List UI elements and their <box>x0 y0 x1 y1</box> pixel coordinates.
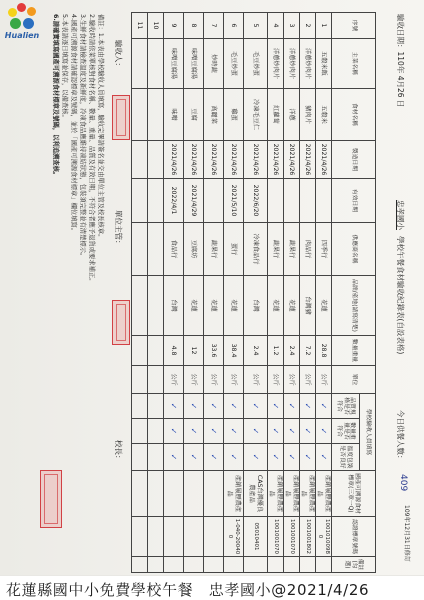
cell-unit: 公斤 <box>204 366 224 394</box>
cell-c1: ✓ <box>284 394 300 419</box>
cell-c1 <box>132 394 148 419</box>
cell-no: 6 <box>224 13 244 39</box>
photo-caption: 花蓮縣國中小免費學校午餐 忠孝國小@2021/4/26 <box>6 581 370 599</box>
cell-item: 豆腐 <box>184 89 204 141</box>
cell-no: 9 <box>164 13 184 39</box>
cell-dish: 洋蔥炒肉片 <box>284 39 300 89</box>
cell-brand: 台灣 <box>164 276 184 336</box>
cell-exp: 2021/4/29 <box>184 179 204 223</box>
table-row <box>300 13 316 573</box>
cell-dish: 洋蔥炒肉片 <box>300 39 316 89</box>
cell-c2: ✓ <box>164 419 184 444</box>
table-body <box>132 13 332 573</box>
table-header <box>332 13 376 573</box>
cell-label: 產銷履歷農產品 <box>300 471 316 517</box>
cell-unit <box>132 366 148 394</box>
cell-exp <box>268 179 284 223</box>
note-line: 6.請確實填寫國產可溯源食材標章及號碼，以利追溯查核。 <box>52 14 59 179</box>
inspection-date: 驗收日期：110年 4月26 日 <box>396 14 405 108</box>
cell-mfg: 2021/4/26 <box>224 141 244 179</box>
cell-brand: 台灣豬 <box>300 276 316 336</box>
cell-unit: 公斤 <box>224 366 244 394</box>
cell-brand: 花蓮 <box>184 276 204 336</box>
cell-no: 7 <box>204 13 224 39</box>
school-name: 忠孝國小 <box>396 200 405 230</box>
cell-remark <box>204 557 224 573</box>
cell-c2: ✓ <box>284 419 300 444</box>
cell-item: 洋蔥 <box>284 89 300 141</box>
cell-item: 味噌 <box>164 89 184 141</box>
header-label-code: 認證標章號碼 <box>332 517 376 557</box>
red-stamp-inspector <box>112 95 130 140</box>
cell-c3 <box>148 444 164 471</box>
cell-vendor: 蔬果行 <box>268 223 284 276</box>
cell-c3: ✓ <box>300 444 316 471</box>
cell-label <box>184 471 204 517</box>
cell-dish: 毛豆炒蛋 <box>244 39 268 89</box>
cell-no: 11 <box>132 13 148 39</box>
cell-c3 <box>132 444 148 471</box>
header-check-temperature: 溫度包裝是否良好 <box>332 444 360 471</box>
cell-brand: 花蓮 <box>204 276 224 336</box>
cell-dish <box>132 39 148 89</box>
cell-c1: ✓ <box>164 394 184 419</box>
cell-c2: ✓ <box>316 419 332 444</box>
cell-item: 豬肉片 <box>300 89 316 141</box>
table-row <box>284 13 300 573</box>
cell-item: 紅蘿蔔 <box>268 89 284 141</box>
logo-shape <box>27 7 36 16</box>
cell-item <box>148 89 164 141</box>
cell-vendor: 冷凍食品行 <box>244 223 268 276</box>
cell-no: 3 <box>284 13 300 39</box>
cell-c1: ✓ <box>268 394 284 419</box>
cell-mfg <box>148 141 164 179</box>
cell-no: 4 <box>268 13 284 39</box>
header-unit: 單位 <box>332 366 376 394</box>
cell-c2: ✓ <box>244 419 268 444</box>
cell-qty: 4.8 <box>164 336 184 366</box>
cell-code <box>184 517 204 557</box>
cell-exp: 2022/6/20 <box>244 179 268 223</box>
cell-qty <box>132 336 148 366</box>
signature-inspector-label: 驗收人： <box>114 40 123 70</box>
table-row <box>316 13 332 573</box>
cell-unit: 公斤 <box>268 366 284 394</box>
cell-exp <box>284 179 300 223</box>
cell-no: 1 <box>316 13 332 39</box>
cell-code: 1-040-200400 <box>224 517 244 557</box>
cell-c1: ✓ <box>300 394 316 419</box>
cell-c2 <box>148 419 164 444</box>
cell-brand: 花蓮 <box>316 276 332 336</box>
cell-c3: ✓ <box>224 444 244 471</box>
cell-vendor: 肉品行 <box>300 223 316 276</box>
cell-label <box>132 471 148 517</box>
cell-mfg: 2021/4/26 <box>284 141 300 179</box>
cell-mfg: 2021/4/26 <box>164 141 184 179</box>
note-line: 3.生鮮食材請檢查溫度及新鮮度，冷凍食品應維持凍結狀態，包裝須完整並有清楚標示。 <box>79 14 86 260</box>
cell-exp: 2022/4/1 <box>164 179 184 223</box>
cell-c3: ✓ <box>268 444 284 471</box>
logo-shape <box>10 18 21 29</box>
inspection-table <box>131 12 376 573</box>
cell-label: 產銷履歷農產品 <box>284 471 300 517</box>
cell-c3: ✓ <box>244 444 268 471</box>
cell-remark <box>184 557 204 573</box>
header-row <box>360 13 376 573</box>
cell-c3: ✓ <box>184 444 204 471</box>
cell-remark <box>148 557 164 573</box>
cell-vendor: 食品行 <box>164 223 184 276</box>
cell-code: 1001001070 <box>284 517 300 557</box>
cell-code <box>132 517 148 557</box>
table-row <box>224 13 244 573</box>
revision-date: 109年12月31日修訂 <box>403 505 410 562</box>
header-no: 序號 <box>332 13 376 39</box>
table-row <box>268 13 284 573</box>
cell-c1: ✓ <box>204 394 224 419</box>
header-inspector-group: 學校驗收人員填寫 <box>360 394 376 471</box>
cell-vendor: 蔬果行 <box>284 223 300 276</box>
cell-no: 2 <box>300 13 316 39</box>
cell-c1: ✓ <box>316 394 332 419</box>
cell-code: 05010401 <box>244 517 268 557</box>
table-row <box>184 13 204 573</box>
cell-no: 10 <box>148 13 164 39</box>
cell-remark <box>244 557 268 573</box>
cell-qty <box>148 336 164 366</box>
cell-c1: ✓ <box>184 394 204 419</box>
cell-exp <box>148 179 164 223</box>
cell-dish: 炒時蔬 <box>204 39 224 89</box>
note-line: 4.國產可溯源食材請確認標章及號碼，並於「國產可溯源食材標章」欄位填寫。 <box>70 14 77 235</box>
cell-dish: 洋蔥炒肉片 <box>268 39 284 89</box>
cell-code: 1001001070 <box>268 517 284 557</box>
note-line: 5.本表請逐日填寫並保存，以備查核。 <box>61 14 68 121</box>
cell-remark <box>284 557 300 573</box>
red-stamp-principal <box>40 470 62 528</box>
logo-shape <box>8 8 17 17</box>
cell-mfg: 2021/4/26 <box>300 141 316 179</box>
cell-unit <box>148 366 164 394</box>
cell-brand: 花蓮 <box>268 276 284 336</box>
note-line: 2.驗收時請依菜單核對食材名稱、數量、重量、品質及有效日期，不符合者應予退貨或要求補正。 <box>88 14 95 285</box>
cell-qty: 2.4 <box>284 336 300 366</box>
cell-item <box>132 89 148 141</box>
logo-text: Hualien <box>4 31 40 40</box>
table-row <box>148 13 164 573</box>
header-traceability-label: 國產可溯源食材標章(三章一Q) <box>332 471 376 517</box>
cell-item: 冷凍毛豆仁 <box>244 89 268 141</box>
cell-c3: ✓ <box>316 444 332 471</box>
header-brand: 品牌/產地(請寫清楚) <box>332 276 376 336</box>
cell-qty: 2.4 <box>244 336 268 366</box>
header-check-quantity: 數量重量是否符合 <box>332 419 360 444</box>
cell-qty: 38.4 <box>224 336 244 366</box>
cell-label: CAS台灣優良農產品 <box>244 471 268 517</box>
cell-code: 10010100980 <box>316 517 332 557</box>
header-quantity: 數量重量 <box>332 336 376 366</box>
hualien-logo <box>2 2 42 44</box>
header-mfg-date: 製造日期 <box>332 141 376 179</box>
cell-dish: 五穀米飯 <box>316 39 332 89</box>
cell-remark <box>268 557 284 573</box>
cell-c2 <box>132 419 148 444</box>
cell-unit: 公斤 <box>164 366 184 394</box>
note-line: 備註：1.本表由學校驗收人員填寫，驗收完畢請簽名並交由單位主管及校長核章。 <box>97 14 104 241</box>
header-dish: 主菜名稱 <box>332 39 376 89</box>
cell-qty: 33.6 <box>204 336 224 366</box>
cell-qty: 1.2 <box>268 336 284 366</box>
cell-code <box>164 517 184 557</box>
cell-vendor: 豆腐坊 <box>184 223 204 276</box>
cell-mfg: 2021/4/26 <box>268 141 284 179</box>
cell-code: 1001001802 <box>300 517 316 557</box>
table-row <box>164 13 184 573</box>
cell-label: 產銷履歷農產品 <box>268 471 284 517</box>
cell-item: 高麗菜 <box>204 89 224 141</box>
cell-no: 5 <box>244 13 268 39</box>
header-vendor: 供應商名稱 <box>332 223 376 276</box>
cell-exp <box>132 179 148 223</box>
cell-c2: ✓ <box>300 419 316 444</box>
cell-c2: ✓ <box>268 419 284 444</box>
cell-c1: ✓ <box>244 394 268 419</box>
cell-exp <box>316 179 332 223</box>
cell-label: 產銷履歷農產品 <box>316 471 332 517</box>
cell-c1: ✓ <box>224 394 244 419</box>
cell-mfg <box>132 141 148 179</box>
cell-no: 8 <box>184 13 204 39</box>
header-item: 食材名稱 <box>332 89 376 141</box>
cell-code <box>204 517 224 557</box>
cell-brand <box>148 276 164 336</box>
cell-dish: 味噌豆腐湯 <box>184 39 204 89</box>
cell-item: 雞蛋 <box>224 89 244 141</box>
cell-dish <box>148 39 164 89</box>
cell-exp: 2021/5/10 <box>224 179 244 223</box>
table-row <box>204 13 224 573</box>
cell-c2: ✓ <box>204 419 224 444</box>
table-row <box>132 13 148 573</box>
signature-principal-label: 校長： <box>114 440 123 463</box>
cell-qty: 12 <box>184 336 204 366</box>
red-stamp-supervisor <box>112 300 130 345</box>
cell-remark <box>164 557 184 573</box>
form-title: 學校午餐食材驗收紀錄表(自設表格) <box>396 236 405 355</box>
cell-qty: 7.2 <box>300 336 316 366</box>
cell-exp <box>300 179 316 223</box>
cell-brand: 花蓮 <box>284 276 300 336</box>
meals-count-label: 今日供餐人數： <box>396 410 405 463</box>
cell-unit: 公斤 <box>244 366 268 394</box>
cell-code <box>148 517 164 557</box>
logo-shape <box>23 18 34 29</box>
cell-unit: 公斤 <box>300 366 316 394</box>
cell-brand <box>132 276 148 336</box>
cell-qty: 28.8 <box>316 336 332 366</box>
cell-label <box>164 471 184 517</box>
cell-vendor: 蛋行 <box>224 223 244 276</box>
cell-unit: 公斤 <box>284 366 300 394</box>
cell-c3: ✓ <box>284 444 300 471</box>
cell-mfg: 2021/4/26 <box>316 141 332 179</box>
cell-c2: ✓ <box>184 419 204 444</box>
cell-vendor <box>132 223 148 276</box>
cell-mfg: 2021/4/26 <box>244 141 268 179</box>
cell-brand: 台灣 <box>244 276 268 336</box>
cell-remark <box>300 557 316 573</box>
cell-item: 五穀米 <box>316 89 332 141</box>
cell-vendor: 四季行 <box>316 223 332 276</box>
cell-exp <box>204 179 224 223</box>
cell-c1 <box>148 394 164 419</box>
header-check-quality: 品質規格是否符合 <box>332 394 360 419</box>
cell-label: 產銷履歷農產品 <box>224 471 244 517</box>
cell-remark <box>132 557 148 573</box>
cell-vendor <box>148 223 164 276</box>
cell-label <box>204 471 224 517</box>
signature-supervisor-label: 單位主管： <box>114 210 123 248</box>
cell-mfg: 2021/4/26 <box>204 141 224 179</box>
cell-dish: 味噌豆腐湯 <box>164 39 184 89</box>
cell-vendor: 蔬果行 <box>204 223 224 276</box>
cell-dish: 毛豆炒蛋 <box>224 39 244 89</box>
cell-remark <box>224 557 244 573</box>
cell-c3: ✓ <box>204 444 224 471</box>
meals-count-value: 409 <box>398 474 408 492</box>
table-row <box>244 13 268 573</box>
header-remark: 備註(勾選) <box>332 557 376 573</box>
cell-mfg: 2021/4/26 <box>184 141 204 179</box>
cell-remark <box>316 557 332 573</box>
header-exp-date: 有效日期 <box>332 179 376 223</box>
cell-unit: 公斤 <box>316 366 332 394</box>
cell-unit: 公斤 <box>184 366 204 394</box>
logo-shape <box>17 3 26 12</box>
cell-brand: 花蓮 <box>224 276 244 336</box>
cell-label <box>148 471 164 517</box>
cell-c2: ✓ <box>224 419 244 444</box>
cell-c3: ✓ <box>164 444 184 471</box>
